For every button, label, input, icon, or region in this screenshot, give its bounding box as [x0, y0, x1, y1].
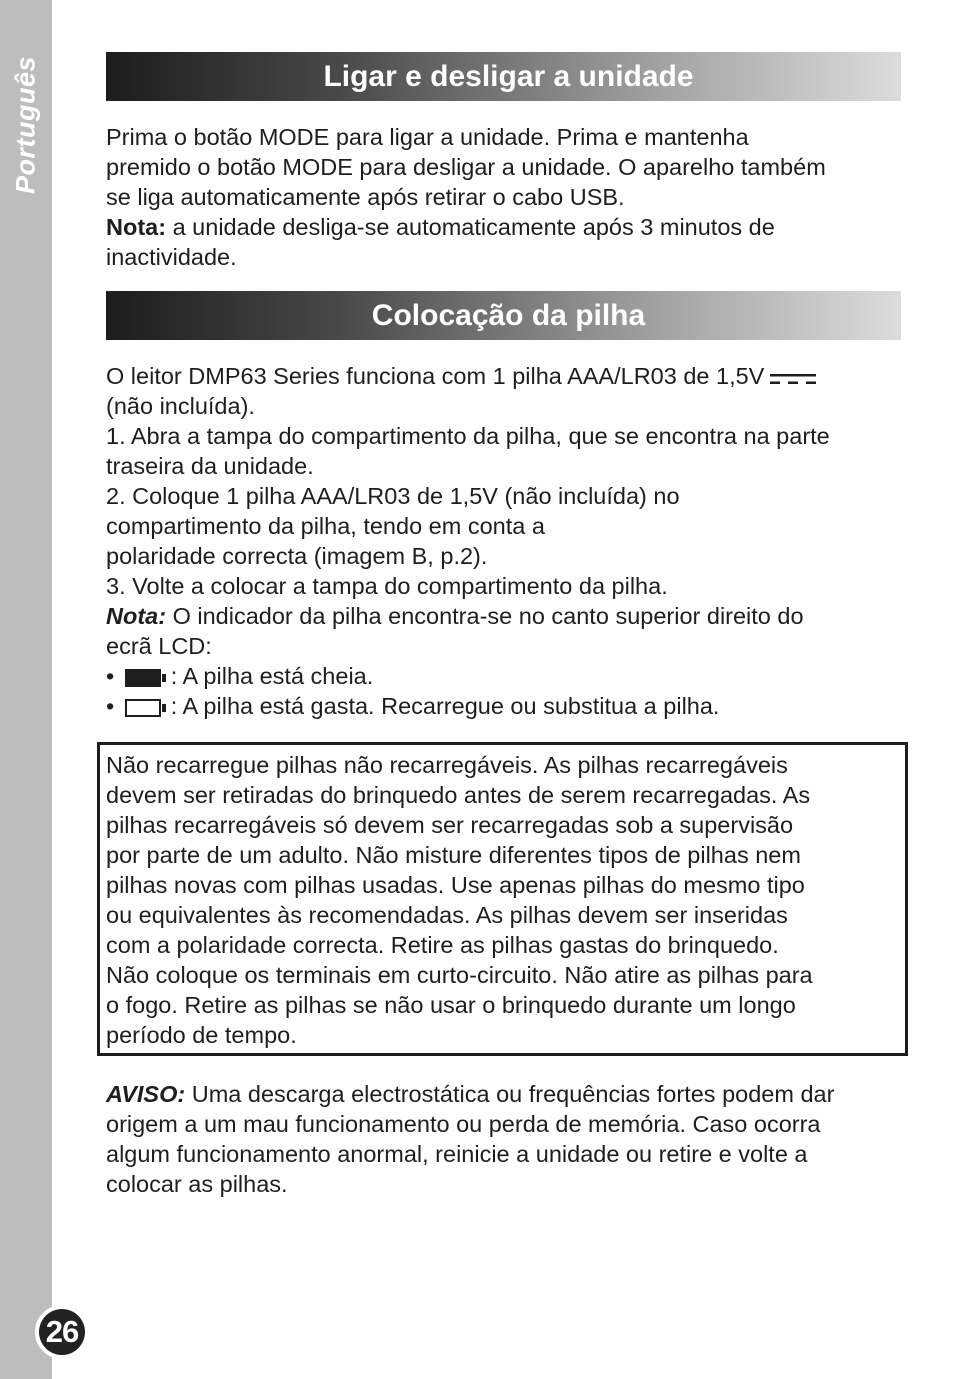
warning-line: Não coloque os terminais em curto-circuito. Não atire as pilhas para: [106, 962, 813, 988]
warning-line: com a polaridade correcta. Retire as pilhas gastas do brinquedo.: [106, 932, 779, 958]
warning-line: por parte de um adulto. Não misture diferentes tipos de pilhas nem: [106, 842, 801, 868]
note-line: inactividade.: [106, 244, 237, 270]
language-sidebar: [0, 0, 79, 1379]
bullet-battery-full: • : A pilha está cheia.: [106, 663, 374, 689]
warning-line: Não recarregue pilhas não recarregáveis. As pilhas recarregáveis: [106, 752, 788, 778]
step-line: 3. Volte a colocar a tampa do compartimento da pilha.: [106, 573, 668, 599]
section-battery-body: [106, 361, 906, 721]
warning-line: o fogo. Retire as pilhas se não usar o brinquedo durante um longo: [106, 992, 796, 1018]
aviso-line: origem a um mau funcionamento ou perda de memória. Caso ocorra: [106, 1111, 821, 1137]
page-number: 26: [39, 1309, 85, 1355]
step-line: traseira da unidade.: [106, 453, 314, 479]
dc-symbol-icon: [770, 372, 816, 386]
intro-line: (não incluída).: [106, 393, 255, 419]
warning-line: período de tempo.: [106, 1022, 297, 1048]
intro-text: O leitor DMP63 Series funciona com 1 pilha AAA/LR03 de 1,5V: [106, 363, 765, 389]
battery-full-icon: [125, 669, 167, 687]
step-line: 2. Coloque 1 pilha AAA/LR03 de 1,5V (não incluída) no: [106, 483, 680, 509]
battery-empty-icon: [125, 699, 167, 717]
aviso-text: Uma descarga electrostática ou frequências fortes podem dar: [185, 1081, 835, 1107]
warning-line: pilhas recarregáveis só devem ser recarregadas sob a supervisão: [106, 812, 794, 838]
aviso-line: colocar as pilhas.: [106, 1171, 288, 1197]
warning-line: pilhas novas com pilhas usadas. Use apenas pilhas do mesmo tipo: [106, 872, 805, 898]
aviso-paragraph: [106, 1079, 906, 1199]
aviso-line: algum funcionamento anormal, reinicie a unidade ou retire e volte a: [106, 1141, 808, 1167]
note-line: ecrã LCD:: [106, 633, 212, 659]
note-line: [106, 601, 906, 631]
note-text: a unidade desliga-se automaticamente após 3 minutos de: [166, 214, 775, 240]
bullet-text: : A pilha está gasta. Recarregue ou substitua a pilha.: [170, 693, 720, 719]
language-label: Português: [10, 55, 41, 195]
aviso-line: [106, 1079, 906, 1109]
intro-line: [106, 361, 906, 391]
section-heading-power: [106, 52, 901, 101]
body-line: se liga automaticamente após retirar o cabo USB.: [106, 184, 625, 210]
bullet-text: : A pilha está cheia.: [170, 663, 374, 689]
section-power-body: [106, 122, 906, 272]
note-line: [106, 212, 906, 242]
note-label: Nota:: [106, 214, 167, 240]
note-label: Nota:: [106, 603, 167, 629]
section-heading-power-text: Ligar e desligar a unidade: [323, 59, 694, 93]
body-line: premido o botão MODE para desligar a unidade. O aparelho também: [106, 154, 826, 180]
section-heading-battery: [106, 291, 901, 340]
warning-line: ou equivalentes às recomendadas. As pilhas devem ser inseridas: [106, 902, 788, 928]
battery-warning-text: [106, 750, 896, 1050]
bullet-battery-empty: • : A pilha está gasta. Recarregue ou substitua a pilha.: [106, 693, 720, 719]
step-line: compartimento da pilha, tendo em conta a: [106, 513, 545, 539]
note-text: O indicador da pilha encontra-se no canto superior direito do: [166, 603, 804, 629]
step-line: polaridade correcta (imagem B, p.2).: [106, 543, 488, 569]
page-number-badge: [35, 1305, 89, 1359]
aviso-label: AVISO:: [106, 1081, 186, 1107]
warning-line: devem ser retiradas do brinquedo antes de serem recarregadas. As: [106, 782, 811, 808]
step-line: 1. Abra a tampa do compartimento da pilha, que se encontra na parte: [106, 423, 830, 449]
section-heading-battery-text: Colocação da pilha: [371, 298, 646, 332]
body-line: Prima o botão MODE para ligar a unidade. Prima e mantenha: [106, 124, 749, 150]
